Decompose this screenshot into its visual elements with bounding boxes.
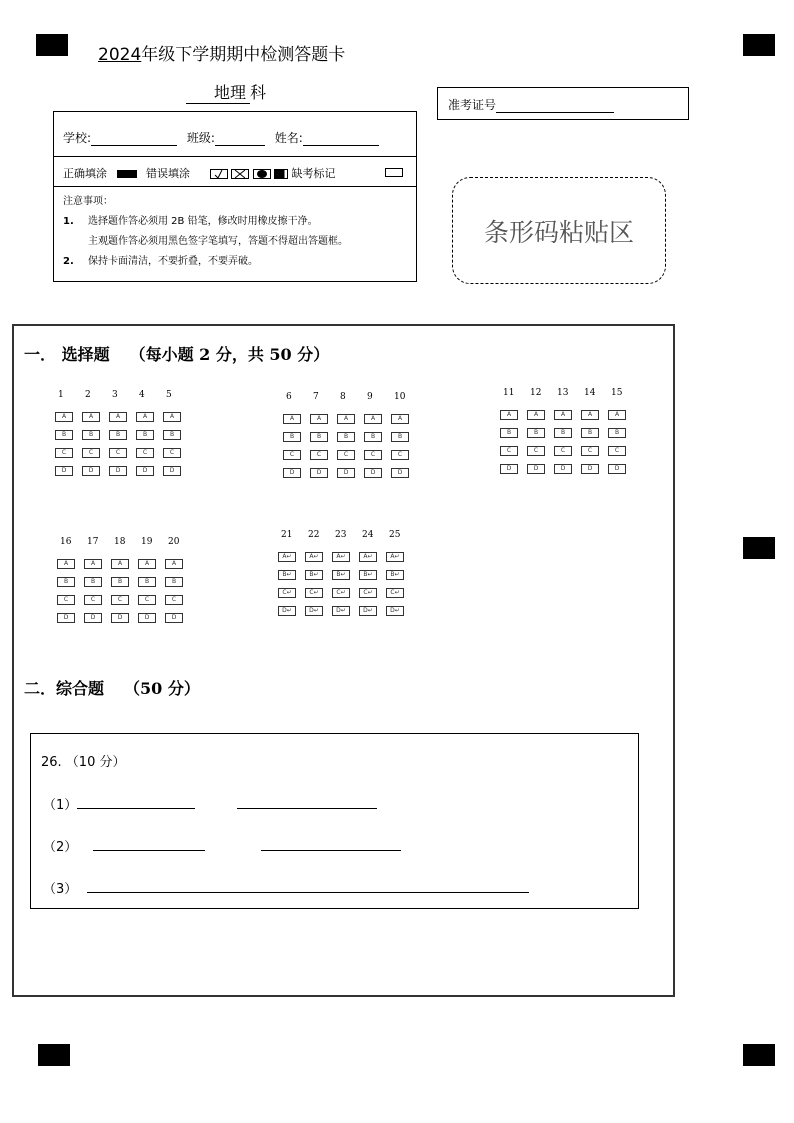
answer-bubble[interactable]: B xyxy=(57,577,75,587)
alignment-marker-middle-right xyxy=(743,537,775,559)
answer-bubble[interactable]: D xyxy=(608,464,626,474)
choice-group xyxy=(57,537,192,623)
answer-bubble[interactable]: D↵ xyxy=(359,606,377,616)
option-row xyxy=(55,412,190,422)
question-number: 5 xyxy=(166,390,172,400)
option-row xyxy=(278,552,413,562)
question-numbers xyxy=(57,537,192,551)
class-label: 班级: xyxy=(186,131,215,145)
correct-fill-label: 正确填涂 xyxy=(63,167,107,180)
title-year: 2024 xyxy=(98,45,142,65)
alignment-marker-bottom-left xyxy=(38,1044,70,1066)
option-row xyxy=(55,430,190,440)
question-numbers xyxy=(500,388,635,402)
option-row xyxy=(283,432,418,442)
answer-bubble[interactable]: D xyxy=(109,466,127,476)
answer-bubble[interactable]: B↵ xyxy=(278,570,296,580)
answer-bubble[interactable]: A xyxy=(310,414,328,424)
question-numbers xyxy=(55,390,190,404)
student-info-row xyxy=(54,112,416,157)
option-row xyxy=(283,414,418,424)
answer-bubble[interactable]: A xyxy=(57,559,75,569)
answer-bubble[interactable]: A xyxy=(55,412,73,422)
answer-bubble[interactable]: C xyxy=(84,595,102,605)
option-row xyxy=(283,468,418,478)
answer-bubble[interactable]: D↵ xyxy=(278,606,296,616)
answer-bubble[interactable]: B xyxy=(337,432,355,442)
answer-bubble[interactable]: B xyxy=(391,432,409,442)
question-number: 8 xyxy=(340,392,346,402)
question-number: 7 xyxy=(313,392,319,402)
option-row xyxy=(55,448,190,458)
title-text: 年级下学期期中检测答题卡 xyxy=(141,45,346,65)
answer-bubble[interactable]: A xyxy=(136,412,154,422)
subject-suffix: 科 xyxy=(250,83,267,102)
answer-line[interactable] xyxy=(261,839,401,851)
question-number: 4 xyxy=(139,390,145,400)
answer-bubble[interactable]: B↵ xyxy=(332,570,350,580)
answer-bubble[interactable]: A xyxy=(138,559,156,569)
page-title xyxy=(98,40,345,65)
fill-example-row xyxy=(54,157,416,187)
answer-bubble[interactable]: D xyxy=(283,468,301,478)
choice-group xyxy=(283,392,418,478)
answer-bubble[interactable]: C xyxy=(310,450,328,460)
question-number: 6 xyxy=(286,392,292,402)
question-number: 11 xyxy=(503,388,515,398)
answer-bubble[interactable]: D↵ xyxy=(386,606,404,616)
answer-bubble[interactable]: A↵ xyxy=(278,552,296,562)
answer-bubble[interactable]: A↵ xyxy=(332,552,350,562)
answer-bubble[interactable]: B xyxy=(82,430,100,440)
question-26-part-1: （1） xyxy=(43,794,377,813)
answer-bubble[interactable]: A xyxy=(283,414,301,424)
answer-bubble[interactable]: A xyxy=(337,414,355,424)
answer-bubble[interactable]: C xyxy=(581,446,599,456)
option-row xyxy=(57,559,192,569)
option-row xyxy=(500,410,635,420)
answer-bubble[interactable]: C xyxy=(109,448,127,458)
answer-bubble[interactable]: A xyxy=(109,412,127,422)
alignment-marker-bottom-right xyxy=(743,1044,775,1066)
class-field[interactable] xyxy=(215,145,265,146)
answer-bubble[interactable]: A xyxy=(500,410,518,420)
answer-bubble[interactable]: C xyxy=(283,450,301,460)
question-number: 19 xyxy=(141,537,153,547)
answer-bubble[interactable]: B xyxy=(163,430,181,440)
answer-bubble[interactable]: D xyxy=(57,613,75,623)
note-item: 2. 保持卡面清洁，不要折叠，不要弄破。 xyxy=(63,256,258,267)
filled-circle-icon xyxy=(253,169,271,179)
correct-fill-example xyxy=(117,170,137,178)
exam-id-label: 准考证号 xyxy=(448,98,497,112)
answer-bubble[interactable]: B xyxy=(608,428,626,438)
question-number: 22 xyxy=(308,530,320,540)
option-row xyxy=(500,464,635,474)
answer-bubble[interactable]: B xyxy=(364,432,382,442)
answer-bubble[interactable]: D xyxy=(82,466,100,476)
answer-bubble[interactable]: A xyxy=(163,412,181,422)
answer-bubble[interactable]: D xyxy=(554,464,572,474)
student-info-box xyxy=(53,111,417,282)
answer-bubble[interactable]: A xyxy=(608,410,626,420)
question-numbers xyxy=(278,530,413,544)
section2-points: （50 分） xyxy=(124,679,200,698)
answer-bubble[interactable]: C xyxy=(165,595,183,605)
answer-bubble[interactable]: B xyxy=(554,428,572,438)
option-row xyxy=(57,595,192,605)
school-field[interactable] xyxy=(91,145,177,146)
name-label: 姓名: xyxy=(274,131,303,145)
answer-bubble[interactable]: C xyxy=(57,595,75,605)
answer-bubble[interactable]: D xyxy=(111,613,129,623)
question-number: 25 xyxy=(389,530,401,540)
option-row xyxy=(57,577,192,587)
answer-bubble[interactable]: B↵ xyxy=(359,570,377,580)
answer-bubble[interactable]: B xyxy=(55,430,73,440)
answer-bubble[interactable]: D xyxy=(55,466,73,476)
section1-points: （每小题 2 分，共 50 分） xyxy=(129,345,330,364)
cross-mark-icon xyxy=(231,169,249,179)
answer-bubble[interactable]: B xyxy=(136,430,154,440)
question-number: 10 xyxy=(394,392,406,402)
answer-bubble[interactable]: C xyxy=(138,595,156,605)
answer-bubble[interactable]: C xyxy=(82,448,100,458)
question-number: 15 xyxy=(611,388,623,398)
answer-bubble[interactable]: A↵ xyxy=(386,552,404,562)
barcode-label: 条形码粘贴区 xyxy=(483,217,634,247)
answer-bubble[interactable]: B xyxy=(581,428,599,438)
answer-bubble[interactable]: B xyxy=(283,432,301,442)
answer-bubble[interactable]: D↵ xyxy=(332,606,350,616)
question-number: 20 xyxy=(168,537,180,547)
absent-label: 缺考标记 xyxy=(291,167,336,180)
answer-bubble[interactable]: B xyxy=(310,432,328,442)
answer-bubble[interactable]: B xyxy=(138,577,156,587)
answer-bubble[interactable]: A xyxy=(581,410,599,420)
answer-bubble[interactable]: B xyxy=(109,430,127,440)
answer-bubble[interactable]: D xyxy=(391,468,409,478)
answer-bubble[interactable]: D xyxy=(136,466,154,476)
option-row xyxy=(500,446,635,456)
question-26-part-2: （2） xyxy=(43,836,401,855)
answer-bubble[interactable]: C xyxy=(111,595,129,605)
question-number: 1 xyxy=(58,390,64,400)
answer-bubble[interactable]: B xyxy=(500,428,518,438)
answer-bubble[interactable]: A↵ xyxy=(305,552,323,562)
answer-bubble[interactable]: A xyxy=(82,412,100,422)
choice-group xyxy=(500,388,635,474)
option-row xyxy=(278,606,413,616)
answer-bubble[interactable]: C xyxy=(608,446,626,456)
answer-bubble[interactable]: C↵ xyxy=(278,588,296,598)
subject-line xyxy=(186,80,266,104)
question-number: 13 xyxy=(557,388,569,398)
answer-bubble[interactable]: D xyxy=(581,464,599,474)
notes-title: 注意事项： xyxy=(63,196,113,207)
answer-line[interactable] xyxy=(87,881,529,893)
exam-id-box xyxy=(437,87,689,120)
wrong-fill-label: 错误填涂 xyxy=(146,167,190,180)
answer-line[interactable] xyxy=(93,839,205,851)
question-numbers xyxy=(283,392,418,406)
answer-bubble[interactable]: A xyxy=(111,559,129,569)
question-number: 16 xyxy=(60,537,72,547)
question-number: 3 xyxy=(112,390,118,400)
answer-line[interactable] xyxy=(237,797,377,809)
question-number: 9 xyxy=(367,392,373,402)
answer-bubble[interactable]: C xyxy=(391,450,409,460)
answer-bubble[interactable]: D xyxy=(364,468,382,478)
answer-bubble[interactable]: B↵ xyxy=(386,570,404,580)
answer-bubble[interactable]: A xyxy=(165,559,183,569)
answer-bubble[interactable]: B↵ xyxy=(305,570,323,580)
subject-name: 地理 xyxy=(186,80,250,104)
answer-bubble[interactable]: C xyxy=(55,448,73,458)
option-row xyxy=(500,428,635,438)
answer-bubble[interactable]: A xyxy=(84,559,102,569)
question-26-title: 26. （10 分） xyxy=(41,755,126,770)
answer-bubble[interactable]: C↵ xyxy=(386,588,404,598)
note-item: 1. 选择题作答必须用 2B 铅笔，修改时用橡皮擦干净。 xyxy=(63,216,318,227)
answer-bubble[interactable]: D xyxy=(138,613,156,623)
answer-bubble[interactable]: D xyxy=(163,466,181,476)
check-mark-icon xyxy=(210,169,228,179)
answer-bubble[interactable]: C↵ xyxy=(332,588,350,598)
question-number: 17 xyxy=(87,537,99,547)
question-number: 14 xyxy=(584,388,596,398)
option-row xyxy=(283,450,418,460)
answer-bubble[interactable]: A↵ xyxy=(359,552,377,562)
alignment-marker-top-right xyxy=(743,34,775,56)
answer-bubble[interactable]: A xyxy=(364,414,382,424)
name-field[interactable] xyxy=(303,145,379,146)
absent-mark-box[interactable] xyxy=(385,168,403,177)
notes-section xyxy=(54,187,416,272)
answer-line[interactable] xyxy=(77,797,195,809)
school-label: 学校: xyxy=(63,131,92,145)
question-26-part-3: （3） xyxy=(43,878,529,897)
answer-bubble[interactable]: B xyxy=(165,577,183,587)
answer-bubble[interactable]: D xyxy=(84,613,102,623)
answer-bubble[interactable]: A xyxy=(554,410,572,420)
answer-bubble[interactable]: B xyxy=(527,428,545,438)
question-number: 18 xyxy=(114,537,126,547)
option-row xyxy=(278,570,413,580)
answer-bubble[interactable]: C xyxy=(364,450,382,460)
question-number: 12 xyxy=(530,388,542,398)
answer-bubble[interactable]: C xyxy=(500,446,518,456)
section2-title: 二．综合题 （50 分） xyxy=(24,679,200,698)
answer-bubble[interactable]: D xyxy=(310,468,328,478)
answer-bubble[interactable]: A xyxy=(527,410,545,420)
option-row xyxy=(57,613,192,623)
answer-bubble[interactable]: B xyxy=(111,577,129,587)
question-number: 24 xyxy=(362,530,374,540)
answer-bubble[interactable]: C↵ xyxy=(359,588,377,598)
barcode-area xyxy=(452,177,666,284)
answer-bubble[interactable]: C xyxy=(136,448,154,458)
answer-bubble[interactable]: D↵ xyxy=(305,606,323,616)
alignment-marker-top-left xyxy=(36,34,68,56)
option-row xyxy=(278,588,413,598)
half-fill-icon xyxy=(274,169,288,179)
question-number: 23 xyxy=(335,530,347,540)
exam-id-field[interactable] xyxy=(496,112,614,113)
answer-bubble[interactable]: C↵ xyxy=(305,588,323,598)
answer-bubble[interactable]: D xyxy=(500,464,518,474)
choice-group xyxy=(55,390,190,476)
note-item: 主观题作答必须用黑色签字笔填写，答题不得超出答题框。 xyxy=(88,236,348,247)
choice-group xyxy=(278,530,413,616)
answer-bubble[interactable]: C xyxy=(527,446,545,456)
answer-bubble[interactable]: D xyxy=(165,613,183,623)
answer-bubble[interactable]: D xyxy=(527,464,545,474)
answer-bubble[interactable]: C xyxy=(554,446,572,456)
answer-bubble[interactable]: C xyxy=(163,448,181,458)
section1-title: 一． 选择题 （每小题 2 分，共 50 分） xyxy=(24,345,330,364)
wrong-fill-examples xyxy=(210,167,292,180)
answer-bubble[interactable]: D xyxy=(337,468,355,478)
answer-bubble[interactable]: A xyxy=(391,414,409,424)
question-number: 21 xyxy=(281,530,293,540)
answer-bubble[interactable]: B xyxy=(84,577,102,587)
question-26-box xyxy=(30,733,639,909)
question-number: 2 xyxy=(85,390,91,400)
option-row xyxy=(55,466,190,476)
answer-bubble[interactable]: C xyxy=(337,450,355,460)
